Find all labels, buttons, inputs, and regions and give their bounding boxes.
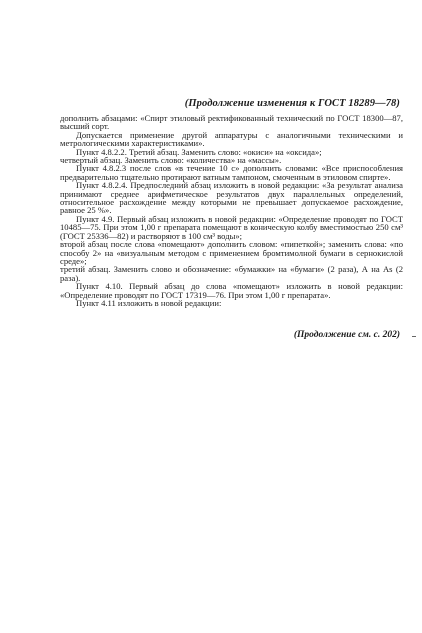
continuation-header: (Продолжение изменения к ГОСТ 18289—78)	[184, 98, 400, 109]
paragraph-2: Допускается применение другой аппаратуры с аналогичными техническими и метрологическими характеристиками».	[60, 129, 403, 149]
document-body	[60, 114, 403, 307]
paragraph-11: Пункт 4.11 изложить в новой редакции:	[76, 297, 222, 308]
page-mark	[412, 336, 416, 337]
paragraph-8: второй абзац после слова «помещают» дополнить словом: «пипеткой»; заменить слова: «по способу 2» на «визуальным методом с применением бромтимолной бумаги в сернокислой среде»;	[60, 239, 403, 266]
continuation-footer: (Продолжение см. с. 202)	[293, 330, 400, 340]
paragraph-3: Пункт 4.8.2.2. Третий абзац. Заменить слово: «окиси» на «оксида»;	[76, 146, 322, 157]
paragraph-9: третий абзац. Заменить слово и обозначение: «бумажки» на «бумаги» (2 раза), А на As (2 раза).	[60, 264, 403, 283]
paragraph-6: Пункт 4.8.2.4. Предпоследний абзац изложить в новой редакции: «За результат анализа принимают среднее арифметическое результатов двух параллельных определений, относительное расхождение между которыми не превышает допускаемое расхождение, равное 25 %».	[60, 180, 403, 216]
paragraph-10: Пункт 4.10. Первый абзац до слова «помещают» изложить в новой редакции: «Определение проводят по ГОСТ 17319—76. При этом 1,00 г препарата».	[60, 281, 403, 300]
paragraph-5: Пункт 4.8.2.3 после слов «в течение 10 с» дополнить словами: «Все приспособления предварительно тщательно протирают ватным тампоном, смоченным в этиловом спирте».	[60, 163, 403, 182]
paragraph-1: дополнить абзацами: «Спирт этиловый ректификованный технический по ГОСТ 18300—87, высший сорт.	[60, 113, 403, 132]
paragraph-7: Пункт 4.9. Первый абзац изложить в новой редакции: «Определение проводят по ГОСТ 10485—75. При этом 1,00 г препарата помещают в коническую колбу вместимостью 250 см³ (ГОСТ 25336—82) и растворяют в 100 см³ воды»;	[60, 213, 403, 241]
paragraph-4: четвертый абзац. Заменить слово: «количества» на «массы».	[60, 155, 282, 166]
